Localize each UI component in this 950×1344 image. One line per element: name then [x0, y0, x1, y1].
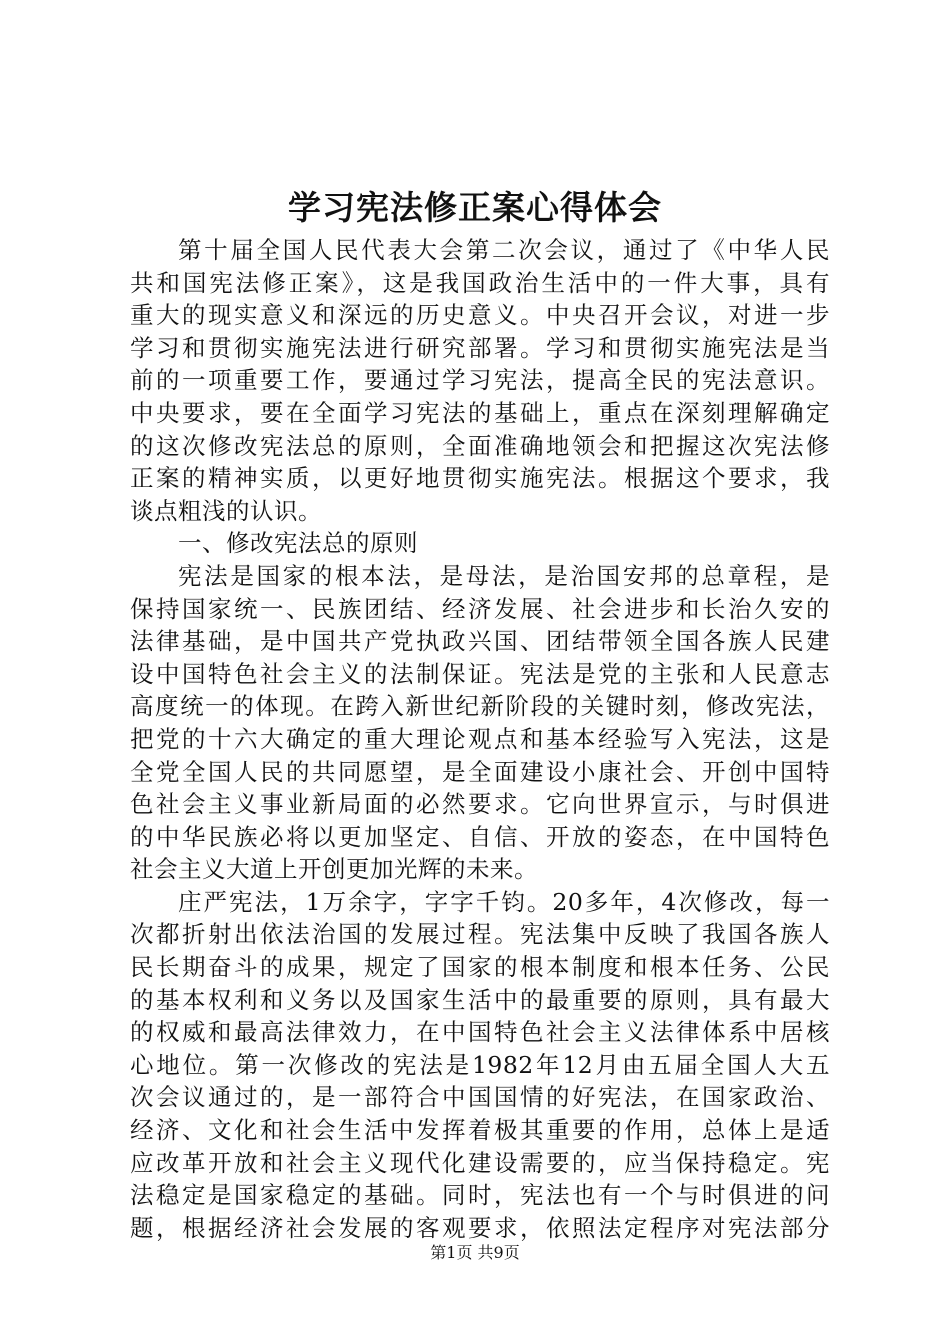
paragraph-2-line-6: 把党的十六大确定的重大理论观点和基本经验写入宪法，这是	[130, 724, 830, 753]
paragraph-1-line-2: 共和国宪法修正案》，这是我国政治生活中的一件大事，具有	[130, 268, 830, 297]
paragraph-2-line-3: 法律基础，是中国共产党执政兴国、团结带领全国各族人民建	[130, 627, 830, 656]
paragraph-2-line-4: 设中国特色社会主义的法制保证。宪法是党的主张和人民意志	[130, 659, 830, 688]
paragraph-1-line-9: 谈点粗浅的认识。	[130, 496, 322, 525]
paragraph-2-line-7: 全党全国人民的共同愿望，是全面建设小康社会、开创中国特	[130, 757, 830, 786]
section-heading: 一、修改宪法总的原则	[178, 529, 418, 558]
paragraph-2-line-9: 的中华民族必将以更加坚定、自信、开放的姿态，在中国特色	[130, 822, 830, 851]
paragraph-3-line-6: 心地位。第一次修改的宪法是1982年12月由五届全国人大五	[130, 1050, 830, 1079]
paragraph-3-line-5: 的权威和最高法律效力，在中国特色社会主义法律体系中居核	[130, 1018, 830, 1047]
paragraph-1-line-6: 中央要求，要在全面学习宪法的基础上，重点在深刻理解确定	[130, 398, 830, 427]
paragraph-2-line-2: 保持国家统一、民族团结、经济发展、社会进步和长治久安的	[130, 594, 830, 623]
paragraph-2-line-10: 社会主义大道上开创更加光辉的未来。	[130, 855, 538, 884]
paragraph-3-line-9: 应改革开放和社会主义现代化建设需要的，应当保持稳定。宪	[130, 1148, 830, 1177]
document-title: 学习宪法修正案心得体会	[288, 188, 662, 227]
paragraph-2-line-1: 宪法是国家的根本法，是母法，是治国安邦的总章程，是	[178, 561, 830, 590]
paragraph-3-line-2: 次都折射出依法治国的发展过程。宪法集中反映了我国各族人	[130, 920, 830, 949]
paragraph-3-line-7: 次会议通过的，是一部符合中国国情的好宪法，在国家政治、	[130, 1083, 830, 1112]
paragraph-3-line-3: 民长期奋斗的成果，规定了国家的根本制度和根本任务、公民	[130, 953, 830, 982]
paragraph-1-line-3: 重大的现实意义和深远的历史意义。中央召开会议，对进一步	[130, 301, 830, 330]
paragraph-3-line-11: 题，根据经济社会发展的客观要求，依照法定程序对宪法部分	[130, 1213, 830, 1242]
paragraph-1-line-7: 的这次修改宪法总的原则，全面准确地领会和把握这次宪法修	[130, 431, 830, 460]
paragraph-1-line-4: 学习和贯彻实施宪法进行研究部署。学习和贯彻实施宪法是当	[130, 333, 830, 362]
paragraph-3-line-1: 庄严宪法，1万余字，字字千钧。20多年，4次修改，每一	[178, 887, 830, 916]
paragraph-2-line-8: 色社会主义事业新局面的必然要求。它向世界宣示，与时俱进	[130, 790, 830, 819]
paragraph-3-line-8: 经济、文化和社会生活中发挥着极其重要的作用，总体上是适	[130, 1116, 830, 1145]
document-body	[130, 234, 830, 1244]
paragraph-1-line-5: 前的一项重要工作，要通过学习宪法，提高全民的宪法意识。	[130, 366, 830, 395]
paragraph-3-line-4: 的基本权利和义务以及国家生活中的最重要的原则，具有最大	[130, 985, 830, 1014]
page-number-footer: 第1页 共9页	[430, 1243, 520, 1262]
paragraph-2-line-5: 高度统一的体现。在跨入新世纪新阶段的关键时刻，修改宪法，	[130, 692, 830, 721]
paragraph-1-line-8: 正案的精神实质，以更好地贯彻实施宪法。根据这个要求，我	[130, 464, 830, 493]
paragraph-1-line-1: 第十届全国人民代表大会第二次会议，通过了《中华人民	[178, 236, 830, 264]
paragraph-3-line-10: 法稳定是国家稳定的基础。同时，宪法也有一个与时俱进的问	[130, 1181, 830, 1210]
